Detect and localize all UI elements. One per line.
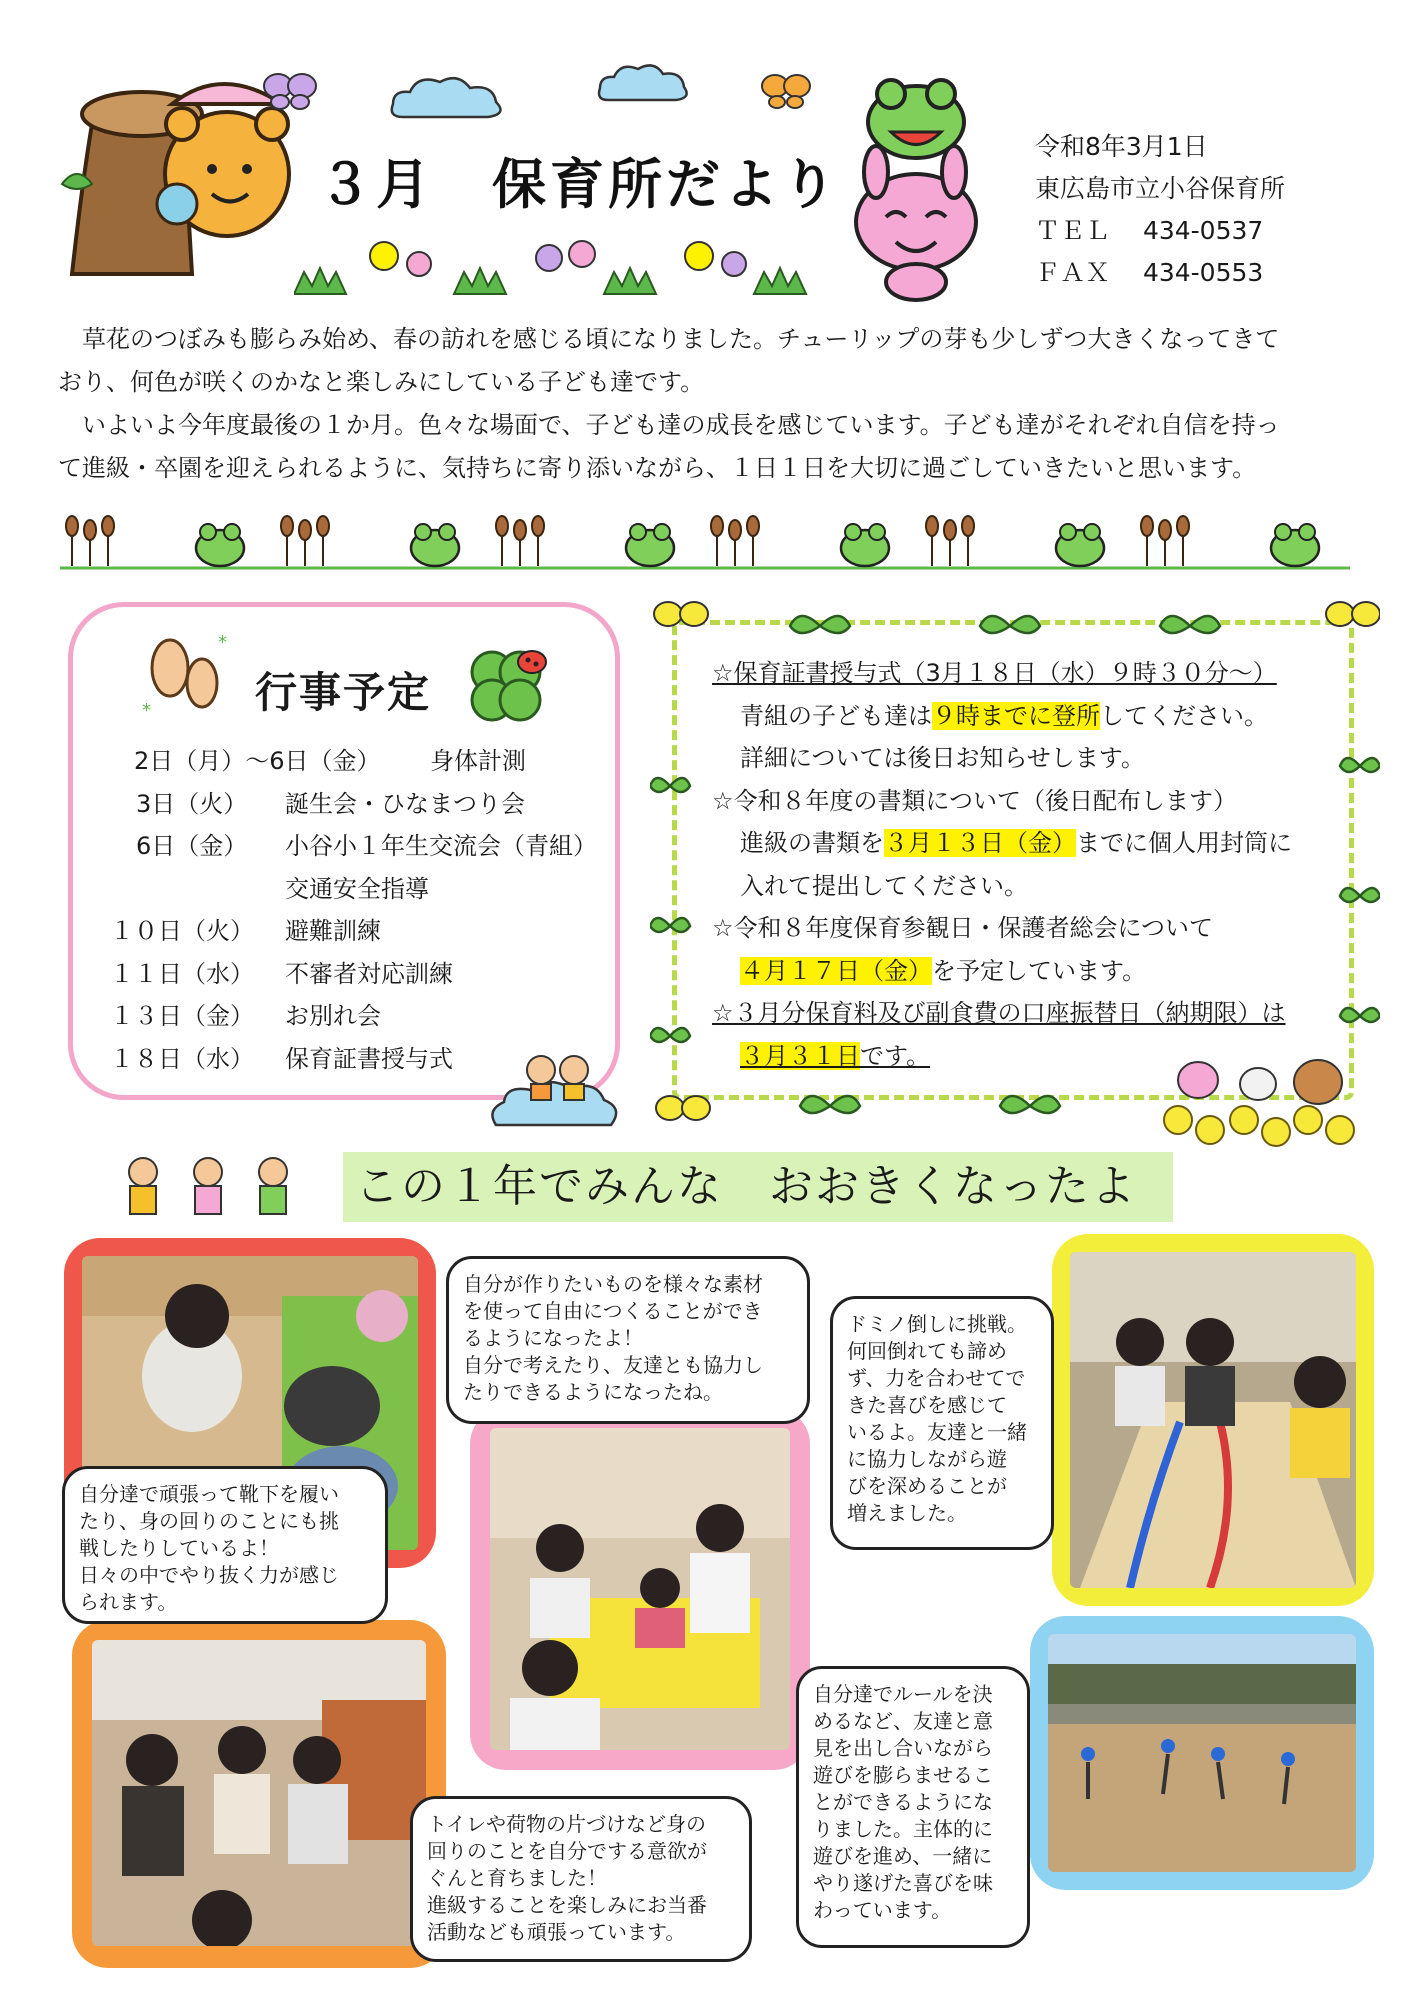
schedule-event: 身体計測 [430,747,526,775]
photo-domino-table [1070,1252,1356,1588]
tree-bear-illustration [52,64,292,294]
schedule-item [110,868,597,911]
notice-heading: ☆令和８年度の書類について（後日配布します） [712,786,1238,815]
bubble-line: りました。主体的に [813,1817,993,1841]
bubble-line: 活動なども頑張っています。 [427,1920,686,1944]
speech-bubble [62,1466,388,1624]
bubble-line: 回りのことを自分でする意欲が [427,1839,707,1863]
bubble-line: たり、身の回りのことにも挑 [79,1509,339,1533]
photo-classroom-children [92,1640,426,1946]
bubble-line: 何回倒れても諦め [847,1339,1007,1363]
speech-bubble [410,1796,752,1962]
svg-text:*: * [218,632,227,653]
bubble-line: られます。 [79,1590,178,1614]
intro-line: おり、何色が咲くのかなと楽しみにしている子ども達です。 [58,368,705,396]
tel-number: ＴＥＬ 434-0537 [1035,216,1264,245]
speech-bubble [830,1296,1054,1550]
intro-text [58,318,1358,490]
speech-bubble [796,1666,1030,1948]
schedule-date [110,868,285,911]
kids-on-cloud-illustration [486,1040,626,1140]
notice-text: 青組の子ども達は [740,701,932,730]
frog-sprout-border [60,506,1350,572]
fax-number: ＦＡＸ 434-0553 [1035,258,1264,287]
butterfly-icon [262,68,318,112]
svg-text:*: * [142,700,151,721]
notice-heading: ☆令和８年度保育参観日・保護者総会について [712,914,1214,942]
intro-line: 草花のつぼみも膨らみ始め、春の訪れを感じる頃になりました。チューリップの芽も少しずつ大きくなってきて [82,325,1280,353]
schedule-date: １０日（火） [110,917,254,945]
notice-list [712,652,1332,1077]
frog-rabbit-illustration [836,72,996,302]
intro-line: て進級・卒園を迎えられるように、気持ちに寄り添いながら、１日１日を大切に過ごしていきたいと思います。 [58,454,1257,482]
section-banner: この１年でみんな おおきくなったよ [343,1152,1173,1222]
schedule-item [110,953,597,996]
bubble-line: びを深めることが [847,1474,1007,1498]
bubble-line: 増えました。 [847,1501,967,1525]
bubble-line: に協力しながら遊 [847,1447,1007,1471]
schedule-event: 不審者対応訓練 [285,959,453,988]
schedule-event: 誕生会・ひなまつり会 [285,789,525,818]
cloud-icon [388,72,508,124]
schedule-list [110,740,597,1080]
bubble-line: いるよ。友達と一緒 [847,1420,1027,1444]
bubble-line: とができるようにな [813,1790,993,1814]
bubble-line: 自分が作りたいものを様々な素材 [463,1272,763,1296]
schedule-date: 2日（月）～6日（金） [134,747,381,775]
kids-icon [140,628,230,728]
page-title: ３月 保育所だより [318,153,840,216]
schedule-date: １１日（水） [110,959,254,988]
bubble-line: きた喜びを感じて [847,1393,1007,1417]
bubble-line: 見を出し合いながら [813,1736,993,1760]
photo-crafts-table [490,1428,790,1750]
cloud-icon [596,60,690,106]
notice-heading: ☆保育証書授与式（3月１８日（水）９時３０分～） [712,659,1277,687]
bubble-line: 遊びを進め、一緒に [813,1844,993,1868]
schedule-date: １８日（水） [110,1044,254,1073]
butterfly-icon [760,70,812,112]
bubble-line: 自分達でルールを決 [813,1682,993,1706]
bubble-line: を使って自由につくることができ [463,1299,763,1323]
issue-date: 令和8年3月1日 [1035,132,1208,161]
schedule-item [110,910,597,953]
notice-highlight: ３月３１日 [740,1041,860,1070]
notice-text: してください。 [1100,701,1268,730]
notice-text: 進級の書類を [740,829,884,857]
bubble-line: たりできるようになったね。 [463,1380,723,1404]
schedule-date: 3日（火） [136,789,248,818]
bubble-line: わっています。 [813,1898,952,1922]
notice-line [712,822,1332,865]
bubble-line: 遊びを膨らませるこ [813,1763,993,1787]
kids-holding-hands-illustration [108,1150,308,1230]
bubble-line: 戦したりしているよ！ [79,1536,279,1560]
notice-heading: ☆３月分保育料及び副食費の口座振替日（納期限）は [712,999,1286,1027]
bubble-line: 日々の中でやり抜く力が感じ [79,1563,339,1587]
photo-playground [1048,1634,1356,1872]
notice-text: です。 [860,1041,931,1070]
speech-bubble [446,1256,810,1424]
schedule-item [110,995,597,1038]
schedule-date: １３日（金） [110,1002,254,1030]
flower-grass-row [294,234,834,298]
notice-line [712,950,1332,993]
bubble-line: 自分達で頑張って靴下を履い [79,1482,339,1506]
schedule-event: 避難訓練 [285,917,381,945]
schedule-item [110,783,597,826]
organization-name: 東広島市立小谷保育所 [1035,174,1286,203]
bubble-line: るようになったよ！ [463,1326,643,1350]
bubble-line: ドミノ倒しに挑戦。 [847,1312,1027,1336]
notice-highlight: ４月１７日（金） [740,956,932,985]
clover-ladybug-icon [462,642,558,732]
bubble-line: やり遂げた喜びを味 [813,1871,993,1895]
schedule-event: 保育証書授与式 [285,1044,453,1073]
schedule-item [110,740,597,783]
notice-highlight: ９時までに登所 [932,701,1100,730]
intro-line: いよいよ今年度最後の１か月。色々な場面で、子ども達の成長を感じています。子ども達がそれぞれ自信を持っ [82,411,1280,439]
bubble-line: 進級することを楽しみにお当番 [427,1893,707,1917]
bubble-line: トイレや荷物の片づけなど身の [427,1812,706,1836]
animals-flowers-illustration [1158,1040,1358,1158]
bubble-line: ず、力を合わせてで [847,1366,1026,1390]
bubble-line: ぐんと育ちました！ [427,1866,607,1890]
notice-line [712,695,1332,738]
notice-line: 詳細については後日お知らせします。 [740,744,1145,772]
notice-text: を予定しています。 [932,956,1147,985]
schedule-event: お別れ会 [285,1002,381,1030]
contact-block [1035,126,1285,294]
schedule-event: 交通安全指導 [285,874,429,903]
schedule-event: 小谷小１年生交流会（青組） [285,832,597,860]
schedule-date: 6日（金） [136,832,248,860]
notice-line: 入れて提出してください。 [740,871,1028,900]
bubble-line: 自分で考えたり、友達とも協力し [463,1353,763,1377]
notice-highlight: ３月１３日（金） [884,829,1076,857]
notice-text: までに個人用封筒に [1076,829,1292,857]
schedule-title: 行事予定 [255,668,432,717]
bubble-line: めるなど、友達と意 [813,1709,993,1733]
schedule-item [110,825,597,868]
